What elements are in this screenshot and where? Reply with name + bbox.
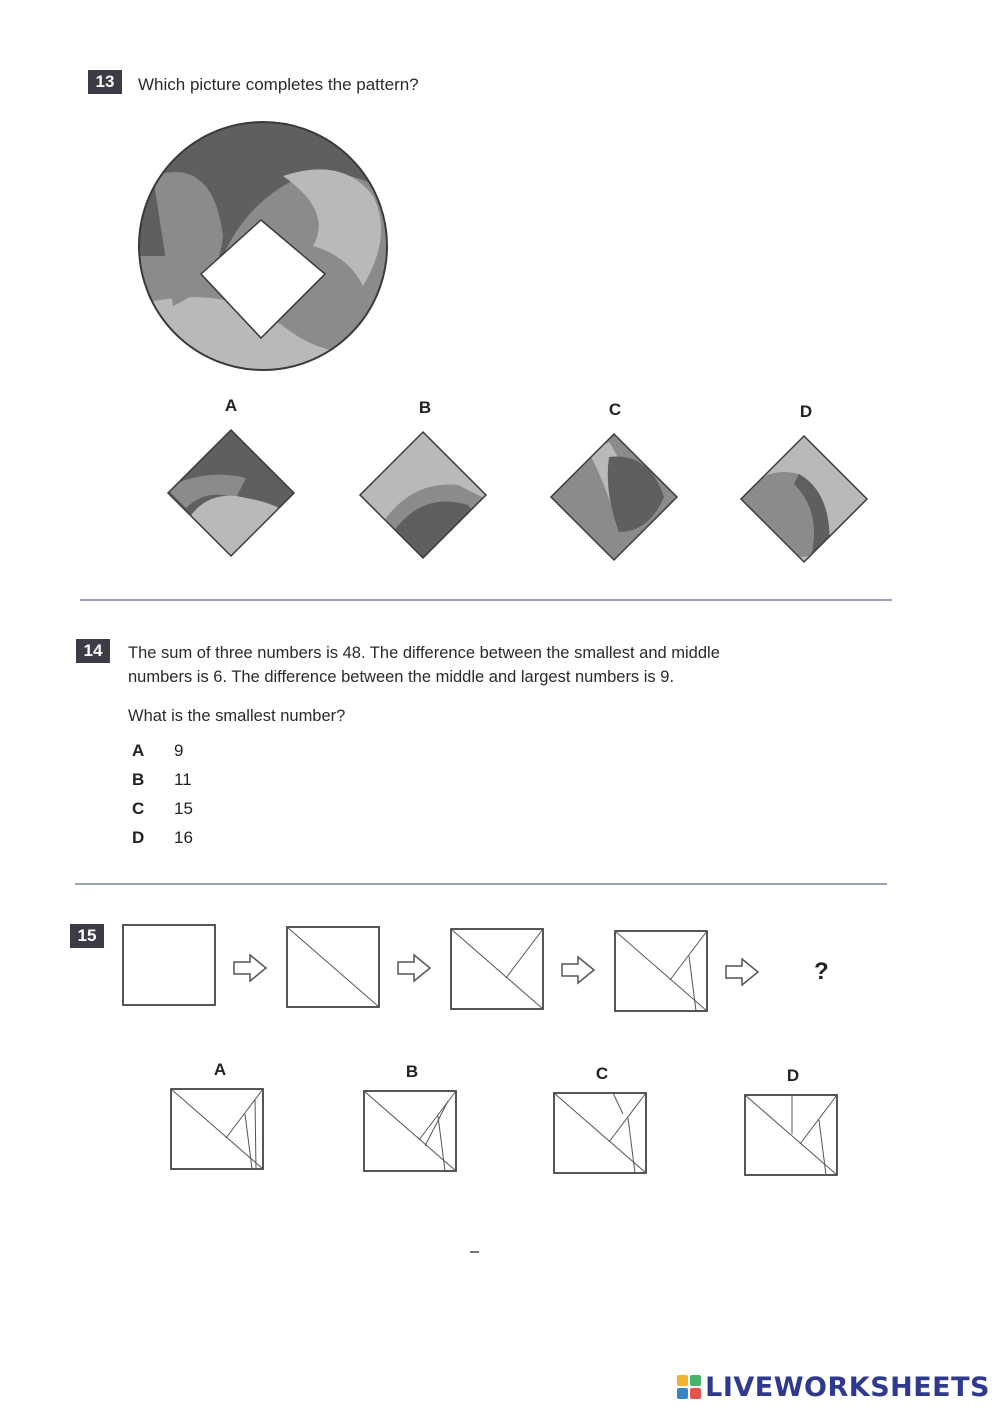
scan-mark — [470, 1251, 479, 1253]
divider-1 — [80, 599, 892, 601]
q13-choice-d-diamond[interactable] — [739, 434, 869, 564]
question-13-prompt: Which picture completes the pattern? — [138, 75, 419, 94]
q13-choice-label-d: D — [799, 402, 813, 421]
question-13-number: 13 — [88, 70, 122, 94]
q13-choice-label-a: A — [224, 396, 238, 415]
q14-option-a-value: 9 — [174, 741, 184, 760]
q15-arrow-1-icon — [232, 953, 268, 983]
q13-choice-label-b: B — [418, 398, 432, 417]
q13-choice-c-diamond[interactable] — [549, 432, 679, 562]
q14-option-d-letter: D — [132, 828, 145, 847]
q15-arrow-3-icon — [560, 955, 596, 985]
q13-choice-a-diamond[interactable] — [166, 428, 296, 558]
q14-option-a-letter: A — [132, 741, 145, 760]
question-14-question: What is the smallest number? — [128, 707, 346, 725]
q15-sequence-box-3 — [450, 928, 544, 1010]
q13-choice-b-diamond[interactable] — [358, 430, 488, 560]
q15-choice-label-a: A — [213, 1060, 227, 1079]
q14-option-c-letter: C — [132, 799, 145, 818]
liveworksheets-logo-text: LIVEWORKSHEETS — [705, 1371, 990, 1403]
q15-arrow-2-icon — [396, 953, 432, 983]
liveworksheets-logo[interactable] — [677, 1369, 990, 1405]
q15-choice-c-box[interactable] — [553, 1092, 647, 1174]
q15-choice-d-box[interactable] — [744, 1094, 838, 1176]
question-14-text-line1: The sum of three numbers is 48. The difference between the smallest and middle — [128, 644, 720, 662]
q15-sequence-box-2 — [286, 926, 380, 1008]
q14-option-c-value: 15 — [174, 799, 193, 818]
q15-choice-label-b: B — [405, 1062, 419, 1081]
question-15-number: 15 — [70, 924, 104, 948]
pattern-circle-figure — [133, 116, 393, 376]
q15-sequence-box-4 — [614, 930, 708, 1012]
question-14-text-line2: numbers is 6. The difference between the middle and largest numbers is 9. — [128, 668, 675, 686]
q15-choice-a-box[interactable] — [170, 1088, 264, 1170]
q14-option-d-value: 16 — [174, 828, 193, 847]
q15-sequence-box-1 — [122, 924, 216, 1006]
q14-option-b-value: 11 — [174, 770, 192, 789]
question-14-number: 14 — [76, 639, 110, 663]
q14-option-b-letter: B — [132, 770, 145, 789]
q15-choice-b-box[interactable] — [363, 1090, 457, 1172]
q15-choice-label-d: D — [786, 1066, 800, 1085]
q15-unknown-mark: ? — [814, 958, 829, 985]
q15-choice-label-c: C — [595, 1064, 609, 1083]
liveworksheets-logo-icon — [677, 1375, 701, 1399]
q15-arrow-4-icon — [724, 957, 760, 987]
q13-choice-label-c: C — [608, 400, 622, 419]
divider-2 — [75, 883, 887, 885]
